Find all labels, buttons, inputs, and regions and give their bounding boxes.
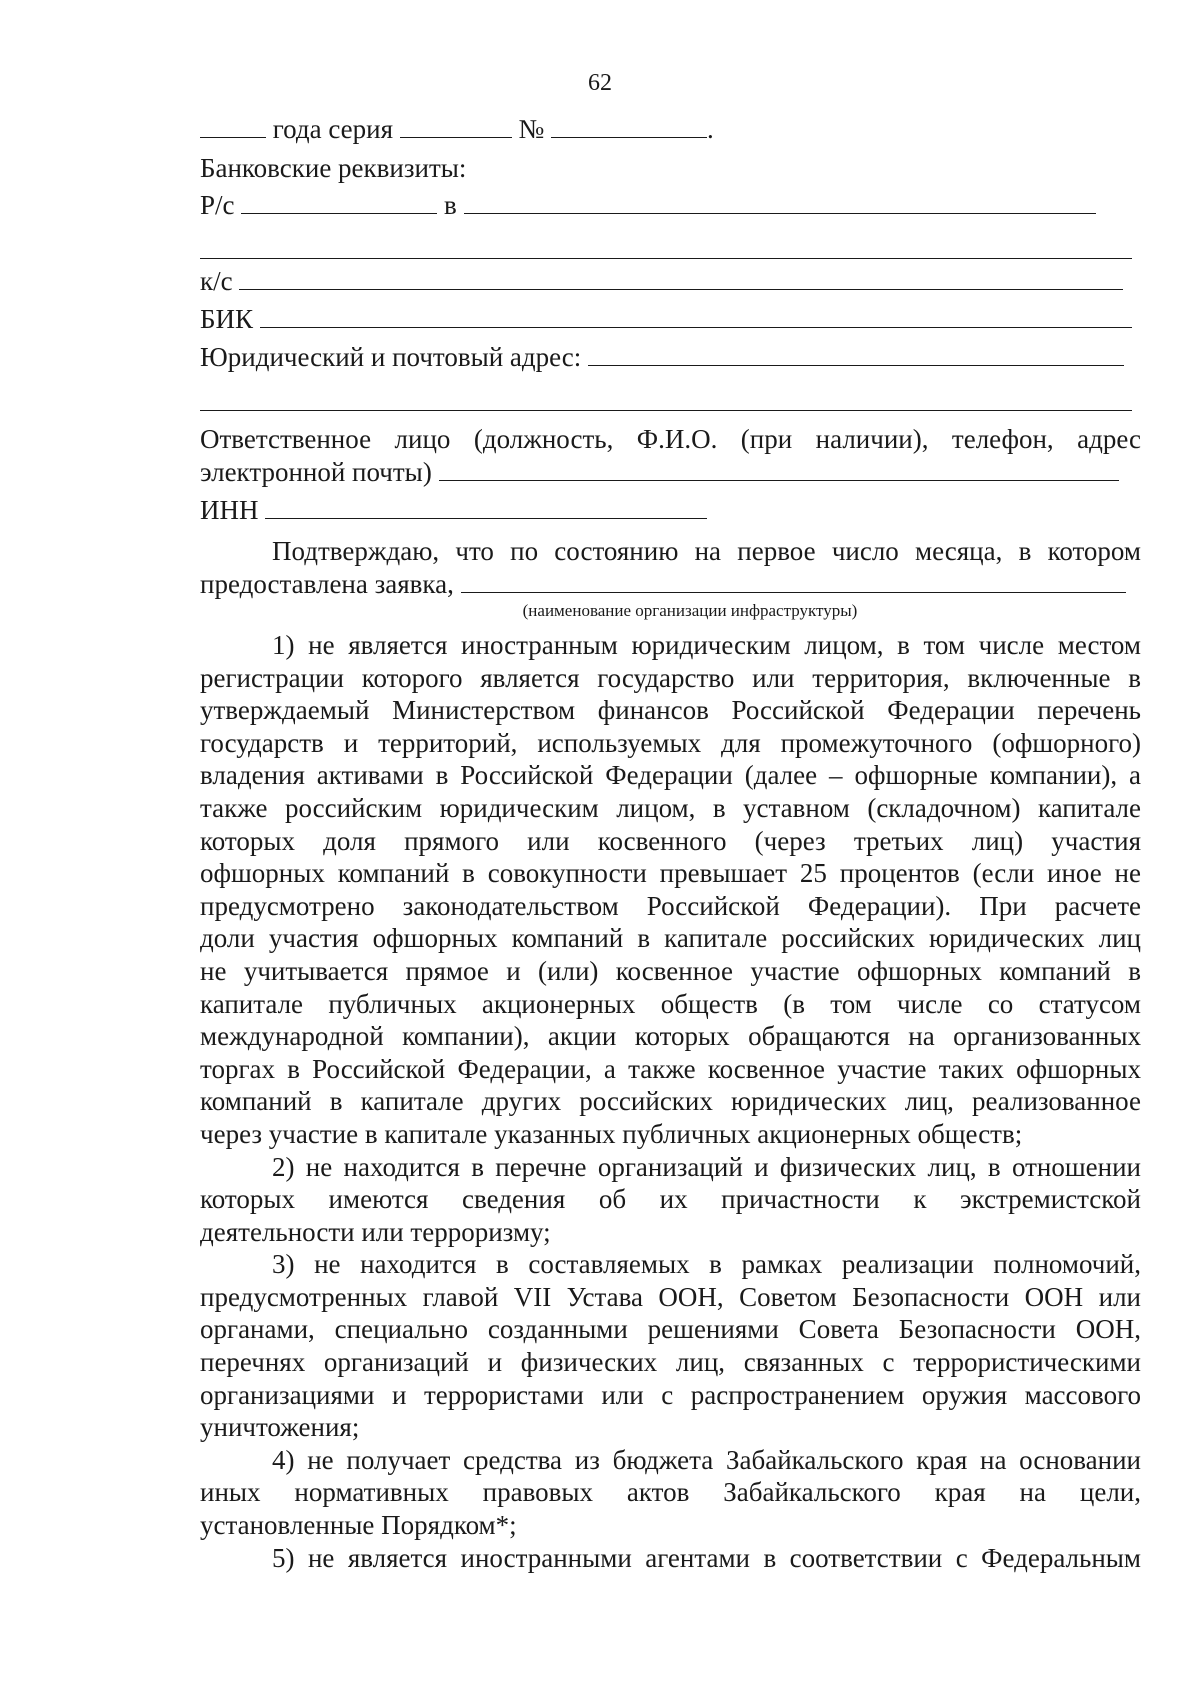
responsible-text-2: электронной почты) [200,457,432,487]
year-blank[interactable] [200,113,266,138]
bik-line [200,303,1141,335]
rs-line [200,189,1141,221]
bik-blank[interactable] [260,303,1132,328]
list-item-line: компаний в капитале других российских юридических лиц, реализованное [200,1086,1141,1117]
list-item-5 [200,1542,1141,1575]
confirm-line-2 [200,568,1141,601]
list-item-4 [200,1444,1141,1542]
list-item-line: государств и территорий, используемых для промежуточного (офшорного) [200,727,1141,758]
inn-label: ИНН [200,495,259,525]
list-item-line: установленные Порядком*; [200,1510,517,1541]
confirm-text-2: предоставлена заявка, [200,568,454,599]
passport-line [200,113,1141,145]
list-item-line: не учитывается прямое и (или) косвенное участие офшорных компаний в [200,955,1141,986]
line-end-period: . [707,114,714,144]
list-item-line: международной компании), акции которых обращаются на организованных [200,1021,1141,1052]
list-item-line: также российским юридическим лицом, в уставном (складочном) капитале [200,792,1141,823]
list-item-line: иных нормативных правовых актов Забайкальского края на цели, [200,1477,1141,1508]
bank-name-continuation-line[interactable] [200,258,1132,259]
list-item-line: капитале публичных акционерных обществ (в том числе со статусом [200,988,1141,1019]
ks-line [200,265,1141,297]
inn-blank[interactable] [265,494,707,519]
responsible-line-1 [200,423,1141,455]
responsible-text-1: Ответственное лицо (должность, Ф.И.О. (при наличии), телефон, адрес [200,424,1141,454]
list-item-line: предусмотрено законодательством Российской Федерации). При расчете [200,890,1141,921]
list-item-line: владения активами в Российской Федерации (далее – офшорные компании), а [200,760,1141,791]
list-item-3 [200,1248,1141,1444]
bank-details-label: Банковские реквизиты: [200,153,467,183]
address-line [200,341,1141,373]
inn-line [200,494,1141,526]
list-item-line: предусмотренных главой VII Устава ООН, Советом Безопасности ООН или [200,1281,1141,1312]
list-item-line: которых доля прямого или косвенного (через третьих лиц) участия [200,825,1141,856]
list-item-line: 4) не получает средства из бюджета Забайкальского края на основании [272,1444,1141,1475]
list-item-line: органами, специально созданными решениями Совета Безопасности ООН, [200,1314,1141,1345]
bik-label: БИК [200,304,254,334]
list-item-line: 5) не является иностранными агентами в соответствии с Федеральным [272,1542,1141,1573]
address-blank[interactable] [588,341,1124,366]
list-item-line: организациями и террористами или с распространением оружия массового [200,1379,1141,1410]
number-sign: № [518,114,545,144]
responsible-line-2 [200,456,1141,488]
org-name-blank[interactable] [461,568,1126,593]
list-item-line: 3) не находится в составляемых в рамках реализации полномочий, [272,1249,1141,1280]
confirm-paragraph [200,535,1141,600]
in-label: в [444,190,457,220]
year-series-label: года серия [272,114,394,144]
list-item-line: которых имеются сведения об их причастности к экстремистской [200,1184,1141,1215]
number-blank[interactable] [551,113,707,138]
list-item-line: деятельности или терроризму; [200,1216,551,1247]
ks-label: к/с [200,266,233,296]
ks-blank[interactable] [239,265,1123,290]
conditions-list [200,629,1141,1574]
list-item-line: регистрации которого является государство или территория, включенные в [200,662,1141,693]
list-item-2 [200,1151,1141,1249]
org-name-caption: (наименование организации инфраструктуры) [522,601,858,620]
list-item-line: перечнях организаций и физических лиц, связанных с террористическими [200,1347,1141,1378]
confirm-line-1: Подтверждаю, что по состоянию на первое число месяца, в котором [272,536,1141,566]
responsible-blank[interactable] [439,456,1119,481]
rs-label: Р/с [200,190,235,220]
address-continuation-line[interactable] [200,410,1132,411]
list-item-line: уничтожения; [200,1412,360,1443]
rs-blank[interactable] [241,189,437,214]
list-item-line: через участие в капитале указанных публичных акционерных обществ; [200,1118,1023,1149]
list-item-line: утверждаемый Министерством финансов Российской Федерации перечень [200,695,1141,726]
list-item-line: 2) не находится в перечне организаций и физических лиц, в отношении [272,1151,1141,1182]
list-item-1 [200,629,1141,1151]
series-blank[interactable] [400,113,512,138]
list-item-line: 1) не является иностранным юридическим лицом, в том числе местом [272,630,1141,660]
list-item-line: доли участия офшорных компаний в капитале российских юридических лиц [200,923,1141,954]
address-label: Юридический и почтовый адрес: [200,342,582,372]
list-item-line: торгах в Российской Федерации, а также косвенное участие таких офшорных [200,1053,1141,1084]
list-item-line: офшорных компаний в совокупности превышает 25 процентов (если иное не [200,858,1141,889]
bank-name-blank[interactable] [464,189,1096,214]
page-number: 62 [588,70,612,96]
